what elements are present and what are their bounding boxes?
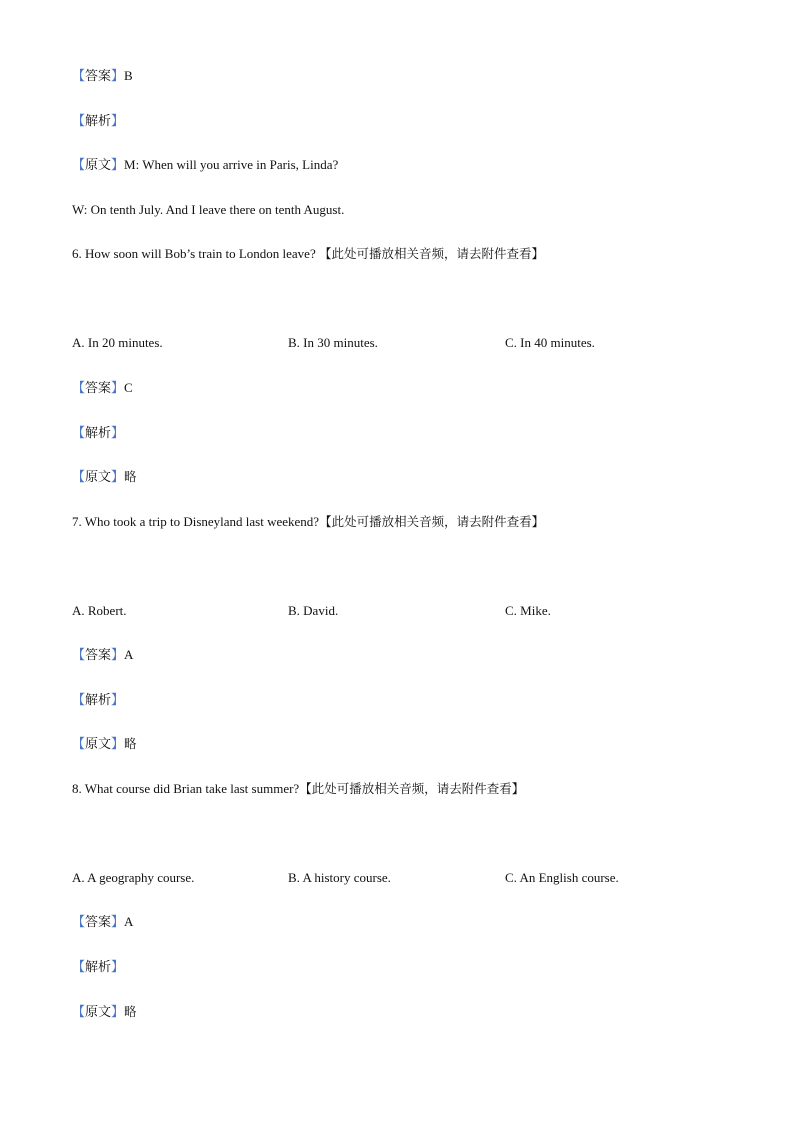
analysis-label: 解析 bbox=[85, 426, 112, 441]
question-8 bbox=[72, 780, 524, 798]
option-c: C. In 40 minutes. bbox=[505, 335, 595, 350]
transcript-label: 原文 bbox=[85, 470, 112, 485]
bracket-close: 】 bbox=[111, 1005, 125, 1020]
answer-line bbox=[72, 913, 133, 932]
bracket-close: 】 bbox=[111, 470, 125, 485]
bracket-open: 【 bbox=[72, 114, 86, 129]
option-c: C. An English course. bbox=[505, 870, 619, 885]
transcript-line bbox=[72, 156, 338, 175]
answer-label: 答案 bbox=[85, 381, 112, 396]
audio-note: 【此处可播放相关音频，请去附件查看】 bbox=[318, 246, 544, 261]
bracket-open: 【 bbox=[72, 470, 86, 485]
analysis-line bbox=[72, 958, 124, 977]
bracket-close: 】 bbox=[111, 69, 125, 84]
question-text: 7. Who took a trip to Disneyland last weekend? bbox=[72, 514, 320, 529]
bracket-open: 【 bbox=[72, 158, 86, 173]
answer-value: B bbox=[124, 68, 133, 83]
analysis-label: 解析 bbox=[85, 960, 112, 975]
bracket-close: 】 bbox=[111, 648, 125, 663]
option-b: B. A history course. bbox=[288, 870, 391, 885]
analysis-line bbox=[72, 691, 124, 710]
bracket-open: 【 bbox=[72, 737, 86, 752]
bracket-open: 【 bbox=[72, 426, 86, 441]
bracket-close: 】 bbox=[111, 426, 125, 441]
audio-note: 【此处可播放相关音频，请去附件查看】 bbox=[299, 781, 525, 796]
analysis-line bbox=[72, 424, 124, 443]
transcript-label: 原文 bbox=[85, 1005, 112, 1020]
audio-note: 【此处可播放相关音频，请去附件查看】 bbox=[319, 514, 545, 529]
bracket-open: 【 bbox=[72, 693, 86, 708]
answer-value: C bbox=[124, 380, 133, 395]
analysis-line bbox=[72, 112, 124, 131]
bracket-open: 【 bbox=[72, 1005, 86, 1020]
transcript-text: 略 bbox=[124, 1004, 137, 1019]
bracket-open: 【 bbox=[72, 69, 86, 84]
option-a: A. In 20 minutes. bbox=[72, 335, 163, 350]
analysis-label: 解析 bbox=[85, 693, 112, 708]
answer-label: 答案 bbox=[85, 915, 112, 930]
answer-label: 答案 bbox=[85, 69, 112, 84]
question-6 bbox=[72, 245, 544, 263]
bracket-open: 【 bbox=[72, 960, 86, 975]
answer-value: A bbox=[124, 647, 134, 662]
transcript-text: 略 bbox=[124, 736, 137, 751]
option-b: B. David. bbox=[288, 603, 339, 618]
answer-label: 答案 bbox=[85, 648, 112, 663]
answer-line bbox=[72, 67, 133, 86]
option-c: C. Mike. bbox=[505, 603, 551, 618]
bracket-close: 】 bbox=[111, 915, 125, 930]
question-7 bbox=[72, 513, 544, 531]
answer-value: A bbox=[124, 914, 134, 929]
bracket-close: 】 bbox=[111, 960, 125, 975]
transcript-text: 略 bbox=[124, 469, 137, 484]
analysis-label: 解析 bbox=[85, 114, 112, 129]
transcript-line bbox=[72, 735, 137, 754]
option-b: B. In 30 minutes. bbox=[288, 335, 378, 350]
transcript-label: 原文 bbox=[85, 158, 112, 173]
question-text: 6. How soon will Bob’s train to London leave? bbox=[72, 246, 319, 261]
bracket-open: 【 bbox=[72, 648, 86, 663]
answer-line bbox=[72, 646, 133, 665]
question-text: 8. What course did Brian take last summer? bbox=[72, 781, 300, 796]
transcript-line bbox=[72, 1003, 137, 1022]
option-a: A. Robert. bbox=[72, 603, 127, 618]
option-a: A. A geography course. bbox=[72, 870, 195, 885]
transcript-text: M: When will you arrive in Paris, Linda? bbox=[124, 157, 339, 172]
bracket-close: 】 bbox=[111, 693, 125, 708]
bracket-open: 【 bbox=[72, 915, 86, 930]
bracket-close: 】 bbox=[111, 381, 125, 396]
answer-line bbox=[72, 379, 133, 398]
bracket-open: 【 bbox=[72, 381, 86, 396]
transcript-line bbox=[72, 468, 137, 487]
bracket-close: 】 bbox=[111, 158, 125, 173]
transcript-continuation: W: On tenth July. And I leave there on tenth August. bbox=[72, 202, 345, 217]
bracket-close: 】 bbox=[111, 737, 125, 752]
bracket-close: 】 bbox=[111, 114, 125, 129]
transcript-label: 原文 bbox=[85, 737, 112, 752]
